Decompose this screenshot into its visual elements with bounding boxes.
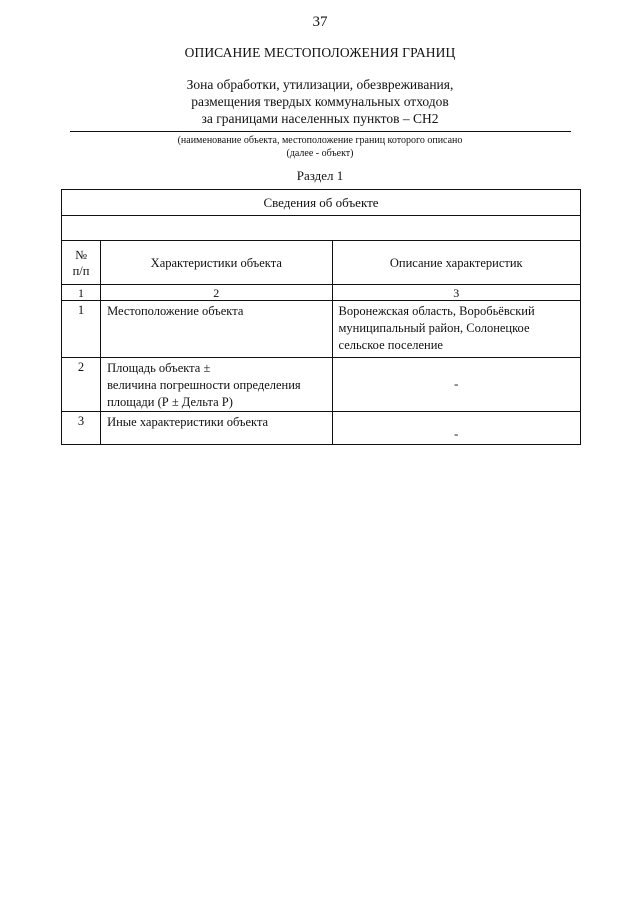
object-name-line-3: за границами населенных пунктов – СН2: [201, 111, 439, 126]
object-name-line-2: размещения твердых коммунальных отходов: [191, 94, 449, 109]
table-row: [62, 358, 581, 412]
table-row: [62, 412, 581, 445]
table-blank-row: [62, 216, 581, 241]
column-header-characteristics: Характеристики объекта: [101, 241, 332, 285]
table-heading: Сведения об объекте: [62, 190, 581, 216]
object-name-line-1: Зона обработки, утилизации, обезвреживания,: [186, 77, 454, 92]
column-header-row: [62, 241, 581, 285]
column-index-row: [62, 285, 581, 301]
row-description: -: [332, 358, 581, 412]
column-index: 1: [62, 285, 101, 301]
column-header-number-sign: №: [75, 247, 87, 262]
row-characteristic: Иные характеристики объекта: [101, 412, 332, 445]
row-characteristic-line-2: величина погрешности определения площади (Р ± Дельта Р): [107, 378, 301, 409]
row-characteristic: [101, 358, 332, 412]
object-info-table: [61, 189, 581, 445]
caption-line-2: (далее - объект): [286, 148, 354, 159]
table-row: [62, 301, 581, 358]
row-characteristic: Местоположение объекта: [101, 301, 332, 358]
section-label: Раздел 1: [296, 168, 344, 183]
object-name: [0, 76, 640, 127]
column-index: 3: [332, 285, 581, 301]
row-number: 2: [62, 358, 101, 412]
column-header-description: Описание характеристик: [332, 241, 581, 285]
column-header-number: [62, 241, 101, 285]
object-name-caption: [0, 134, 640, 160]
column-header-number-abbr: п/п: [72, 263, 90, 278]
row-number: 1: [62, 301, 101, 358]
column-index: 2: [101, 285, 332, 301]
table-heading-row: [62, 190, 581, 216]
document-title: ОПИСАНИЕ МЕСТОПОЛОЖЕНИЯ ГРАНИЦ: [184, 45, 456, 60]
row-description: Воронежская область, Воробьёвский муниципальный район, Солонецкое сельское поселение: [332, 301, 581, 358]
row-description: -: [332, 412, 581, 445]
row-characteristic-line-1: Площадь объекта ±: [107, 361, 211, 375]
caption-line-1: (наименование объекта, местоположение границ которого описано: [177, 135, 463, 146]
page-number: 37: [312, 14, 328, 30]
row-number: 3: [62, 412, 101, 445]
underline-rule: [70, 131, 571, 132]
blank-cell: [62, 216, 581, 241]
